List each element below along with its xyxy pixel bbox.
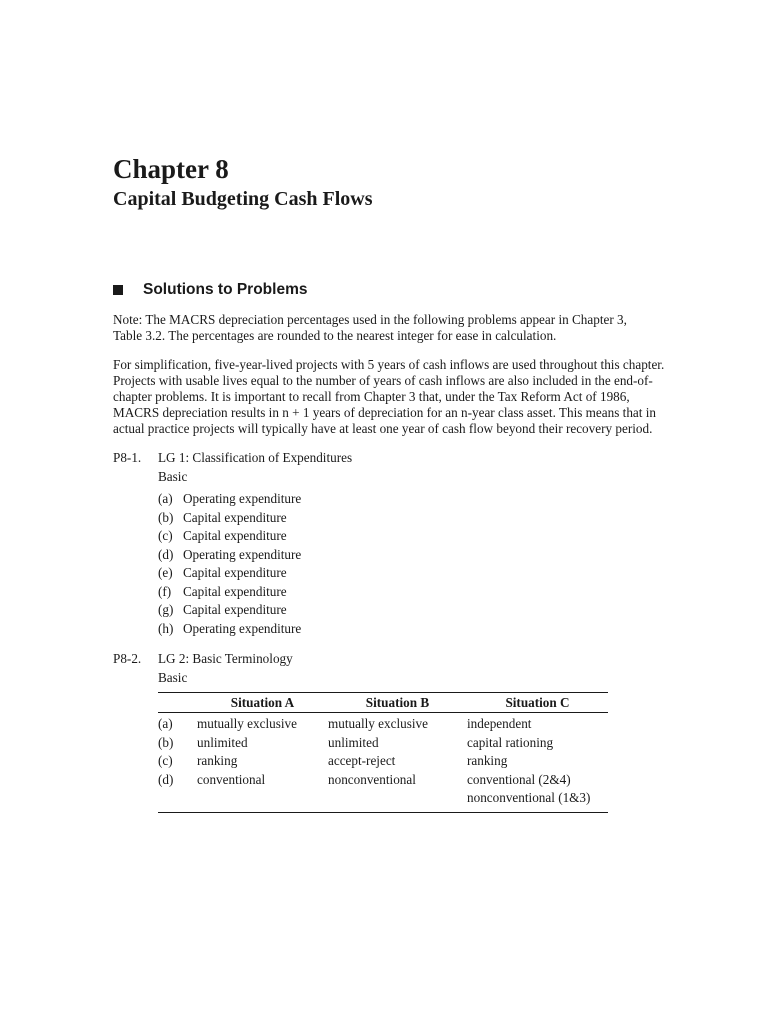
list-item — [158, 583, 301, 602]
table-cell: ranking — [197, 753, 238, 768]
terminology-table — [158, 692, 608, 813]
answer-text: Capital expenditure — [183, 528, 287, 543]
table-row — [158, 771, 608, 790]
list-item — [158, 620, 301, 639]
table-cell: (d) — [158, 771, 174, 787]
answer-letter: (h) — [158, 620, 174, 636]
list-item — [158, 601, 301, 620]
problem-title: LG 1: Classification of Expenditures — [158, 450, 353, 465]
simplification-line: Projects with usable lives equal to the number of years of cash inflows are also included in the end-of- — [113, 373, 653, 388]
chapter-subtitle: Capital Budgeting Cash Flows — [113, 188, 373, 210]
table-cell — [158, 789, 197, 812]
chapter-title: Chapter 8 — [113, 154, 229, 184]
answer-letter: (f) — [158, 583, 172, 599]
list-item — [158, 509, 301, 528]
table-cell: unlimited — [197, 734, 248, 750]
problem-title: LG 2: Basic Terminology — [158, 651, 293, 666]
table-cell: nonconventional (1&3) — [467, 789, 608, 812]
table-row — [158, 734, 608, 753]
table-cell: conventional — [197, 771, 266, 787]
problem-level: Basic — [158, 469, 188, 484]
simplification-line: chapter problems. It is important to recall from Chapter 3 that, under the Tax Reform Act of 1986, — [113, 389, 630, 404]
answer-text: Capital expenditure — [183, 565, 287, 580]
table-cell: (c) — [158, 753, 173, 768]
list-item — [158, 527, 301, 546]
problem-header-p8-2 — [113, 651, 293, 667]
table-cell: capital rationing — [467, 734, 554, 750]
table-cell: unlimited — [328, 734, 379, 750]
problem-number: P8-2. — [113, 651, 142, 666]
answer-text: Capital expenditure — [183, 509, 287, 525]
table-row — [158, 789, 608, 812]
list-item — [158, 564, 301, 583]
column-header — [158, 693, 197, 713]
column-header: Situation A — [197, 693, 328, 713]
answer-text: Operating expenditure — [183, 491, 302, 506]
table-cell: ranking — [467, 753, 508, 768]
square-bullet-icon — [113, 285, 123, 295]
column-header: Situation B — [328, 693, 467, 713]
answer-text: Operating expenditure — [183, 546, 302, 562]
simplification-line: MACRS depreciation results in n + 1 years of depreciation for an n-year class asset. This means that in — [113, 405, 656, 420]
table-header-row — [158, 693, 608, 713]
list-item — [158, 490, 301, 509]
problem-number: P8-1. — [113, 450, 142, 465]
answer-text: Capital expenditure — [183, 602, 287, 617]
answer-list-p8-1 — [158, 490, 301, 638]
table-cell — [328, 789, 467, 812]
answer-letter: (d) — [158, 546, 174, 562]
answer-letter: (a) — [158, 491, 173, 506]
simplification-line: For simplification, five-year-lived projects with 5 years of cash inflows are used throughout this chapter. — [113, 357, 665, 372]
table-row — [158, 713, 608, 734]
answer-text: Operating expenditure — [183, 620, 302, 636]
list-item — [158, 546, 301, 565]
table-cell: accept-reject — [328, 753, 396, 768]
problem-header-p8-1 — [113, 450, 352, 466]
section-heading — [113, 280, 307, 300]
table-cell: (b) — [158, 734, 174, 750]
answer-text: Capital expenditure — [183, 583, 287, 599]
simplification-line: actual practice projects will typically have at least one year of cash flow beyond their recovery period. — [113, 421, 653, 436]
note-line: Note: The MACRS depreciation percentages used in the following problems appear in Chapter 3, — [113, 312, 627, 327]
section-heading-text: Solutions to Problems — [143, 281, 308, 298]
column-header: Situation C — [467, 693, 608, 713]
table-cell: (a) — [158, 716, 173, 731]
problem-level: Basic — [158, 670, 188, 685]
note-paragraph — [113, 312, 673, 344]
table-cell: independent — [467, 716, 532, 731]
table-row — [158, 752, 608, 771]
answer-letter: (e) — [158, 565, 173, 580]
answer-letter: (c) — [158, 528, 173, 543]
table-cell: nonconventional — [328, 771, 416, 787]
answer-letter: (g) — [158, 602, 174, 617]
table-cell: mutually exclusive — [197, 716, 297, 731]
simplification-paragraph — [113, 357, 673, 437]
table-cell: mutually exclusive — [328, 716, 428, 731]
table-cell: conventional (2&4) — [467, 771, 571, 787]
note-line: Table 3.2. The percentages are rounded to the nearest integer for ease in calculation. — [113, 328, 557, 343]
answer-letter: (b) — [158, 509, 174, 525]
table-cell — [197, 789, 328, 812]
